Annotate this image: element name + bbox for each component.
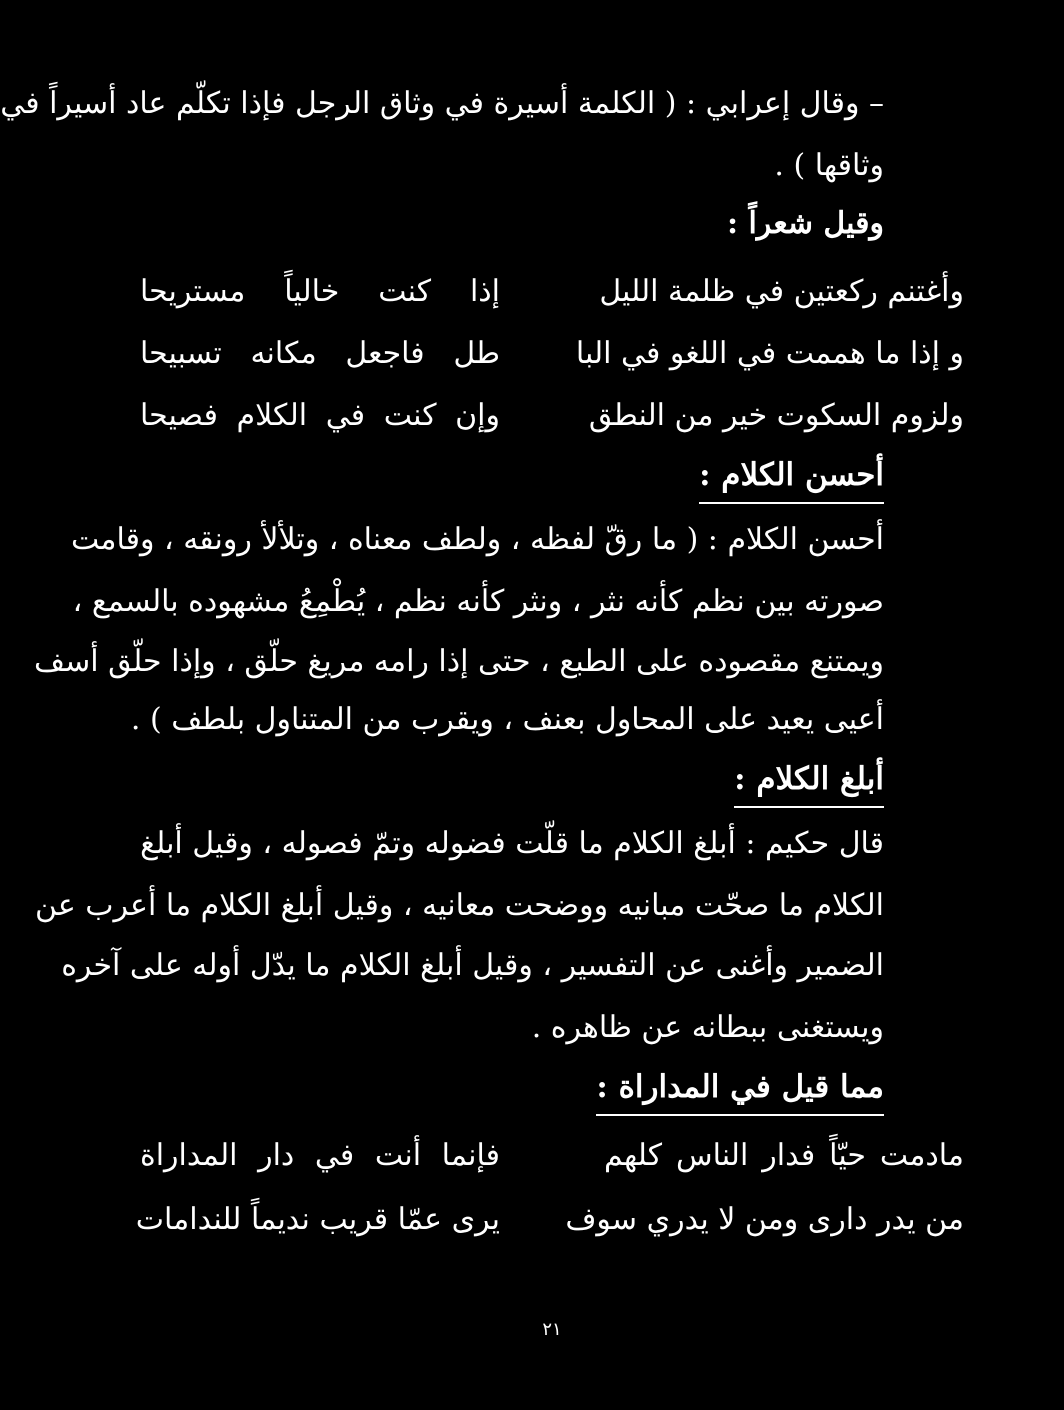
poem1-verse-1-second-hemistich: إذا كنت خالياً مستريحا [140,274,500,309]
poem1-verse-3 [140,394,964,438]
paragraph-best-line-1: أحسن الكلام : ( ما رقّ لفظه ، ولطف معناه ، وتلألأ رونقه ، وقامت [70,522,884,557]
poem1-verse-1 [140,270,964,314]
poem2-verse-1-first-hemistich: مادمت حيّاً فدار الناس كلهم [604,1138,964,1173]
paragraph-eloquent-line-3: الضمير وأغنى عن التفسير ، وقيل أبلغ الكلام ما يدّل أوله على آخره [61,948,884,983]
paragraph-irabi-line-2: وثاقها ) . [774,148,884,183]
heading-eloquent-speech: أبلغ الكلام : [734,758,884,808]
paragraph-best-line-2: صورته بين نظم كأنه نثر ، ونثر كأنه نظم ، يُطْمِعُ مشهوده بالسمع ، [72,584,884,619]
poem1-verse-2-first-hemistich: و إذا ما هممت في اللغو في البا [575,336,964,371]
paragraph-eloquent-line-2: الكلام ما صحّت مبانيه ووضحت معانيه ، وقيل أبلغ الكلام ما أعرب عن [34,888,884,923]
poem1-verse-3-first-hemistich: ولزوم السكوت خير من النطق [588,398,964,433]
poem2-verse-1 [140,1134,964,1178]
poem2-verse-2-second-hemistich: يرى عمّا قريب نديماً للندامات [135,1202,500,1237]
poem1-verse-3-second-hemistich: وإن كنت في الكلام فصيحا [140,398,500,433]
paragraph-eloquent-line-1: قال حكيم : أبلغ الكلام ما قلّت فضوله وتمّ فصوله ، وقيل أبلغ [140,826,884,861]
paragraph-best-line-4: أعيى يعيد على المحاول بعنف ، ويقرب من المتناول بلطف ) . [130,702,884,737]
paragraph-best-line-3: ويمتنع مقصوده على الطبع ، حتى إذا رامه مريغ حلّق ، وإذا حلّق أسف [34,644,884,679]
poem1-verse-2-second-hemistich: طل فاجعل مكانه تسبيحا [140,336,500,371]
poem1-verse-2 [140,332,964,376]
page-number: ٢١ [542,1319,562,1340]
poem-intro: وقيل شعراً : [726,206,884,241]
heading-mudara: مما قيل في المداراة : [596,1066,884,1116]
paragraph-irabi-line-1: – وقال إعرابي : ( الكلمة أسيرة في وثاق الرجل فإذا تكلّم عاد أسيراً في [0,86,884,121]
paragraph-eloquent-line-4: ويستغنى ببطانه عن ظاهره . [531,1010,884,1045]
heading-best-speech: أحسن الكلام : [699,454,884,504]
poem1-verse-1-first-hemistich: وأغتنم ركعتين في ظلمة الليل [599,274,964,309]
poem2-verse-2-first-hemistich: من يدر دارى ومن لا يدري سوف [565,1202,964,1237]
poem2-verse-1-second-hemistich: فإنما أنت في دار المداراة [140,1138,500,1173]
poem2-verse-2 [135,1198,964,1242]
